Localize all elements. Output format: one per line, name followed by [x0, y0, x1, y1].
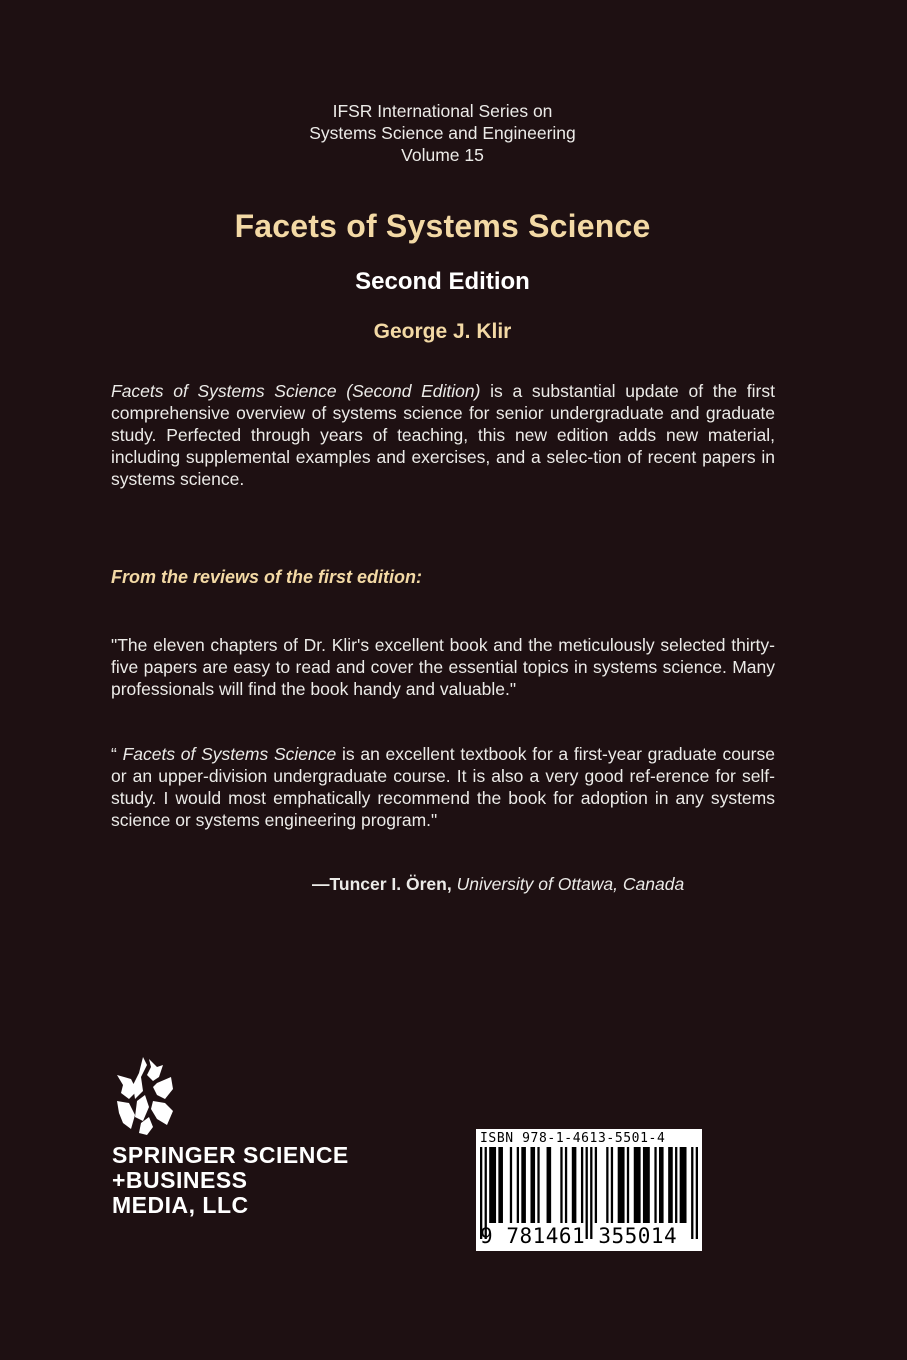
- barcode-bar: [618, 1147, 625, 1223]
- reviewer-name: —Tuncer I. Ören,: [312, 874, 452, 894]
- description-body: is a substantial update of the first comprehensive overview of systems science for senior undergraduate and graduate study. Perfected through years of teaching, this new edition adds new material, including supplemental examples and exercises, and a selec-tion of recent papers in systems science.: [111, 381, 775, 489]
- barcode-bar: [634, 1147, 641, 1223]
- barcode-bar: [547, 1147, 552, 1223]
- barcode-bar: [611, 1147, 613, 1223]
- series-volume: Volume 15: [401, 145, 484, 165]
- barcode-bar: [691, 1147, 693, 1239]
- series-name-line-2: Systems Science and Engineering: [309, 123, 576, 143]
- barcode-bar: [517, 1147, 519, 1223]
- isbn-barcode: [476, 1129, 702, 1251]
- description-title-italic: Facets of Systems Science (Second Edition): [111, 381, 481, 401]
- barcode-bar: [560, 1147, 562, 1223]
- barcode-bar: [696, 1147, 698, 1239]
- book-description: [111, 380, 775, 490]
- barcode-bar: [659, 1147, 664, 1223]
- book-title: Facets of Systems Science: [234, 208, 651, 244]
- barcode-bar: [521, 1147, 526, 1223]
- series-info: [0, 100, 885, 166]
- quote-2-open-mark: “: [111, 744, 123, 764]
- barcode-bar: [627, 1147, 629, 1223]
- springer-horse-logo-icon: [113, 1055, 177, 1135]
- quote-2-book-title: Facets of Systems Science: [122, 744, 337, 764]
- reviewer-affiliation: University of Ottawa, Canada: [456, 874, 685, 894]
- barcode-bar: [537, 1147, 539, 1223]
- publisher-line-1: SPRINGER SCIENCE: [112, 1142, 349, 1168]
- series-name-line-1: IFSR International Series on: [332, 101, 553, 121]
- isbn-label: ISBN 978-1-4613-5501-4: [480, 1131, 666, 1146]
- barcode-bar: [565, 1147, 567, 1223]
- ean-left-group: 781461: [506, 1224, 586, 1248]
- barcode-bar: [498, 1147, 503, 1223]
- publisher-line-2: +BUSINESS: [112, 1167, 248, 1193]
- review-quote-2: [111, 743, 775, 831]
- barcode-bar: [530, 1147, 535, 1223]
- reviews-heading: From the reviews of the first edition:: [111, 567, 423, 587]
- barcode-bar: [581, 1147, 583, 1223]
- barcode-bar: [595, 1147, 597, 1223]
- publisher-name: [112, 1143, 349, 1218]
- barcode-bar: [668, 1147, 673, 1223]
- book-edition: Second Edition: [355, 268, 530, 295]
- ean-first-digit: 9: [480, 1224, 494, 1248]
- barcode-bar: [654, 1147, 656, 1223]
- barcode-bar: [606, 1147, 608, 1223]
- ean-digits: [480, 1224, 677, 1248]
- barcode-bar: [675, 1147, 677, 1223]
- barcode-bar: [489, 1147, 496, 1223]
- barcode-bar: [510, 1147, 512, 1223]
- review-quote-1: "The eleven chapters of Dr. Klir's excellent book and the meticulously selected thirty-five papers are easy to read and cover the essential topics in systems science. Many professionals will find the book handy and valuable.": [111, 635, 775, 699]
- publisher-line-3: MEDIA, LLC: [112, 1192, 249, 1218]
- barcode-bar: [680, 1147, 687, 1223]
- barcode-bar: [643, 1147, 650, 1223]
- book-author: George J. Klir: [373, 320, 512, 343]
- quote-2-body: is an excellent textbook for a first-year graduate course or an upper-division undergraduate course. It is also a very good ref-erence for self-study. I would most emphatically recommend the book for adoption in any systems science or systems engineering program.": [111, 744, 775, 830]
- barcode-bar: [572, 1147, 577, 1223]
- review-attribution: [312, 874, 684, 895]
- ean-right-group: 355014: [598, 1224, 678, 1248]
